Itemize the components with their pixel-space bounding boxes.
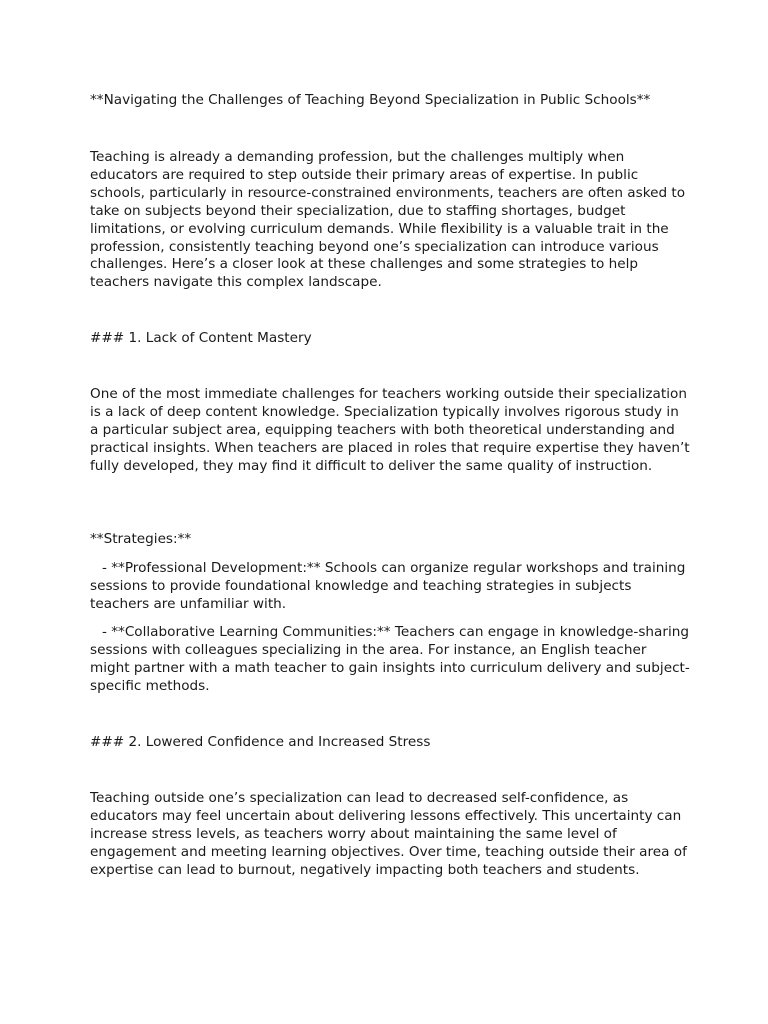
strategy-item-professional-development: - **Professional Development:** Schools can organize regular workshops and training sessions to provide foundational knowledge and teaching strategies in subjects teachers are unfamiliar with. — [90, 560, 686, 612]
intro-paragraph: Teaching is already a demanding profession, but the challenges multiply when educators are required to step outside their primary areas of expertise. In public schools, particularly in resource-constrained environments, teachers are often asked to take on subjects beyond their specialization, due to staffing shortages, budget limitations, or evolving curriculum demands. While flexibility is a valuable trait in the profession, consistently teaching beyond one’s specialization can introduce various challenges. Here’s a closer look at these challenges and some strategies to help teachers navigate this complex landscape. — [90, 149, 686, 291]
section-1-body: One of the most immediate challenges for teachers working outside their specialization is a lack of deep content knowledge. Specialization typically involves rigorous study in a particular subject area, equipping teachers with both theoretical understanding and practical insights. When teachers are placed in roles that require expertise they haven’t fully developed, they may find it difficult to deliver the same quality of instruction. — [90, 386, 690, 474]
document-title: **Navigating the Challenges of Teaching Beyond Specialization in Public Schools** — [90, 92, 651, 108]
section-2-heading: ### 2. Lowered Confidence and Increased Stress — [90, 734, 431, 750]
section-2-body: Teaching outside one’s specialization can lead to decreased self-confidence, as educators may feel uncertain about delivering lessons effectively. This uncertainty can increase stress levels, as teachers worry about maintaining the same level of engagement and meeting learning objectives. Over time, teaching outside their area of expertise can lead to burnout, negatively impacting both teachers and students. — [90, 790, 687, 878]
strategy-item-collaborative-learning: - **Collaborative Learning Communities:** Teachers can engage in knowledge-sharing sessions with colleagues specializing in the area. For instance, an English teacher might partner with a math teacher to gain insights into curriculum delivery and subject-specific methods. — [90, 624, 690, 694]
section-1-heading: ### 1. Lack of Content Mastery — [90, 330, 312, 346]
strategies-label: **Strategies:** — [90, 531, 192, 547]
